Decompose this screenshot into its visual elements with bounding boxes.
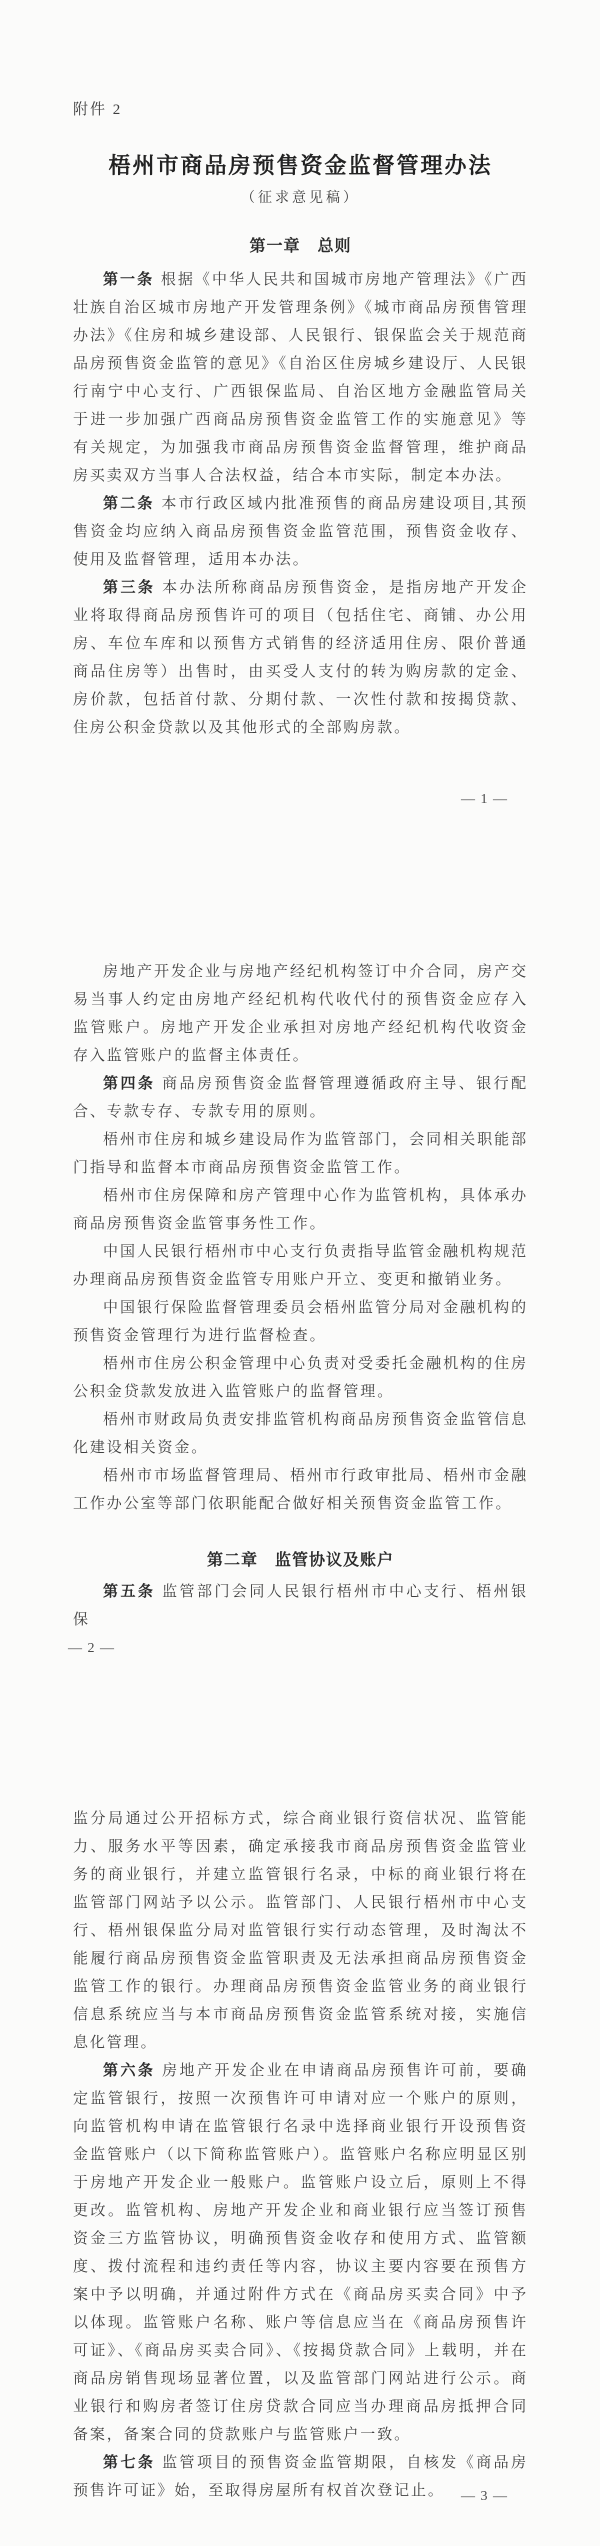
article-3-paragraph [73, 574, 528, 742]
article-3-label: 第三条 [103, 579, 156, 596]
page-number-3: — 3 — [461, 2489, 508, 2504]
page-2 [0, 849, 600, 1698]
article-4-label: 第四条 [103, 1075, 156, 1092]
chapter-2-heading: 第二章 监管协议及账户 [206, 1552, 394, 1569]
article-4-item-paragraph [73, 1126, 528, 1182]
article-4-item-text: 中国银行保险监督管理委员会梧州监管分局对金融机构的预售资金管理行为进行监督检查。 [73, 1300, 528, 1344]
article-3-text: 本办法所称商品房预售资金，是指房地产开发企业将取得商品房预售许可的项目（包括住宅、商铺、办公用房、车位车库和以预售方式销售的经济适用住房、限价普通商品住房等）出售时，由买受人支付的转为购房款的定金、房价款，包括首付款、分期付款、一次性付款和按揭贷款、住房公积金贷款以及其他形式的全部购房款。 [73, 580, 529, 736]
article-2-label: 第二条 [103, 495, 155, 512]
article-4-item-paragraph [73, 1238, 528, 1294]
article-4-item-text: 梧州市住房公积金管理中心负责对受委托金融机构的住房公积金贷款发放进入监管账户的监督管理。 [73, 1356, 528, 1400]
article-4-item-paragraph [73, 1406, 528, 1462]
article-1-paragraph [73, 266, 528, 490]
article-4-paragraph [73, 1070, 528, 1126]
article-5-paragraph [73, 1578, 528, 1634]
page-number-1: — 1 — [461, 792, 508, 807]
article-4-text: 商品房预售资金监督管理遵循政府主导、银行配合、专款专存、专款专用的原则。 [73, 1076, 529, 1120]
article-1-label: 第一条 [103, 271, 155, 288]
article-7-text: 监管项目的预售资金监管期限，自核发《商品房预售许可证》始，至取得房屋所有权首次登记止。 [73, 2455, 529, 2499]
article-4-item-paragraph [73, 1462, 528, 1518]
article-6-label: 第六条 [103, 2062, 156, 2079]
document-subtitle: （征求意见稿） [241, 191, 360, 206]
article-3-continuation-paragraph [73, 958, 528, 1070]
article-5-continuation-text: 监分局通过公开招标方式，综合商业银行资信状况、监管能力、服务水平等因素，确定承接我市商品房预售资金监管业务的商业银行，并建立监管银行名录，中标的商业银行将在监管部门网站予以公示。监管部门、人民银行梧州市中心支行、梧州银保监分局对监管银行实行动态管理，及时淘汰不能履行商品房预售资金监管职责及无法承担商品房预售资金监管工作的银行。办理商品房预售资金监管业务的商业银行信息系统应当与本市商品房预售资金监管系统对接，实施信息化管理。 [73, 1811, 528, 2051]
article-5-text: 监管部门会同人民银行梧州市中心支行、梧州银保 [73, 1584, 529, 1628]
page-1 [0, 0, 600, 849]
chapter-1-heading: 第一章 总则 [249, 238, 352, 255]
article-2-text: 本市行政区域内批准预售的商品房建设项目,其预售资金均应纳入商品房预售资金监管范围，预售资金收存、使用及监督管理，适用本办法。 [73, 496, 528, 568]
article-4-item-text: 梧州市住房保障和房产管理中心作为监管机构，具体承办商品房预售资金监管事务性工作。 [73, 1188, 528, 1232]
article-5-continuation-paragraph [73, 1805, 528, 2057]
article-1-text: 根据《中华人民共和国城市房地产管理法》《广西壮族自治区城市房地产开发管理条例》《城市商品房预售管理办法》《住房和城乡建设部、人民银行、银保监会关于规范商品房预售资金监管的意见》《自治区住房城乡建设厅、人民银行南宁中心支行、广西银保监局、自治区地方金融监管局关于进一步加强广西商品房预售资金监管工作的实施意见》等有关规定，为加强我市商品房预售资金监督管理，维护商品房买卖双方当事人合法权益，结合本市实际，制定本办法。 [73, 272, 528, 484]
article-4-item-text: 梧州市市场监督管理局、梧州市行政审批局、梧州市金融工作办公室等部门依职能配合做好相关预售资金监管工作。 [73, 1468, 528, 1512]
article-7-label: 第七条 [103, 2454, 156, 2471]
article-6-text: 房地产开发企业在申请商品房预售许可前，要确定监管银行，按照一次预售许可申请对应一个账户的原则，向监管机构申请在监管银行名录中选择商业银行开设预售资金监管账户（以下简称监管账户）。监管账户名称应明显区别于房地产开发企业一般账户。监管账户设立后，原则上不得更改。监管机构、房地产开发企业和商业银行应当签订预售资金三方监管协议，明确预售资金收存和使用方式、监管额度、拨付流程和违约责任等内容，协议主要内容要在预售方案中予以明确，并通过附件方式在《商品房买卖合同》中予以体现。监管账户名称、账户等信息应当在《商品房预售许可证》、《商品房买卖合同》、《按揭贷款合同》上载明，并在商品房销售现场显著位置，以及监管部门网站进行公示。商业银行和购房者签订住房贷款合同应当办理商品房抵押合同备案，备案合同的贷款账户与监管账户一致。 [73, 2063, 529, 2443]
article-3-continuation-text: 房地产开发企业与房地产经纪机构签订中介合同，房产交易当事人约定由房地产经纪机构代收代付的预售资金应存入监管账户。房地产开发企业承担对房地产经纪机构代收资金存入监管账户的监督主体责任。 [73, 964, 528, 1064]
article-7-paragraph [73, 2449, 528, 2505]
article-4-item-text: 梧州市住房和城乡建设局作为监管部门，会同相关职能部门指导和监督本市商品房预售资金监管工作。 [73, 1132, 528, 1176]
article-4-item-text: 梧州市财政局负责安排监管机构商品房预售资金监管信息化建设相关资金。 [73, 1412, 528, 1456]
article-6-paragraph [73, 2057, 528, 2449]
page-3 [0, 1698, 600, 2546]
document-title: 梧州市商品房预售资金监督管理办法 [108, 153, 493, 178]
annex-label: 附件 2 [73, 102, 123, 118]
article-5-label: 第五条 [103, 1583, 156, 1600]
article-4-item-paragraph [73, 1294, 528, 1350]
article-4-item-text: 中国人民银行梧州市中心支行负责指导监管金融机构规范办理商品房预售资金监管专用账户开立、变更和撤销业务。 [73, 1244, 528, 1288]
page-number-2: — 2 — [68, 1641, 115, 1656]
article-4-item-paragraph [73, 1182, 528, 1238]
article-2-paragraph [73, 490, 528, 574]
article-4-item-paragraph [73, 1350, 528, 1406]
